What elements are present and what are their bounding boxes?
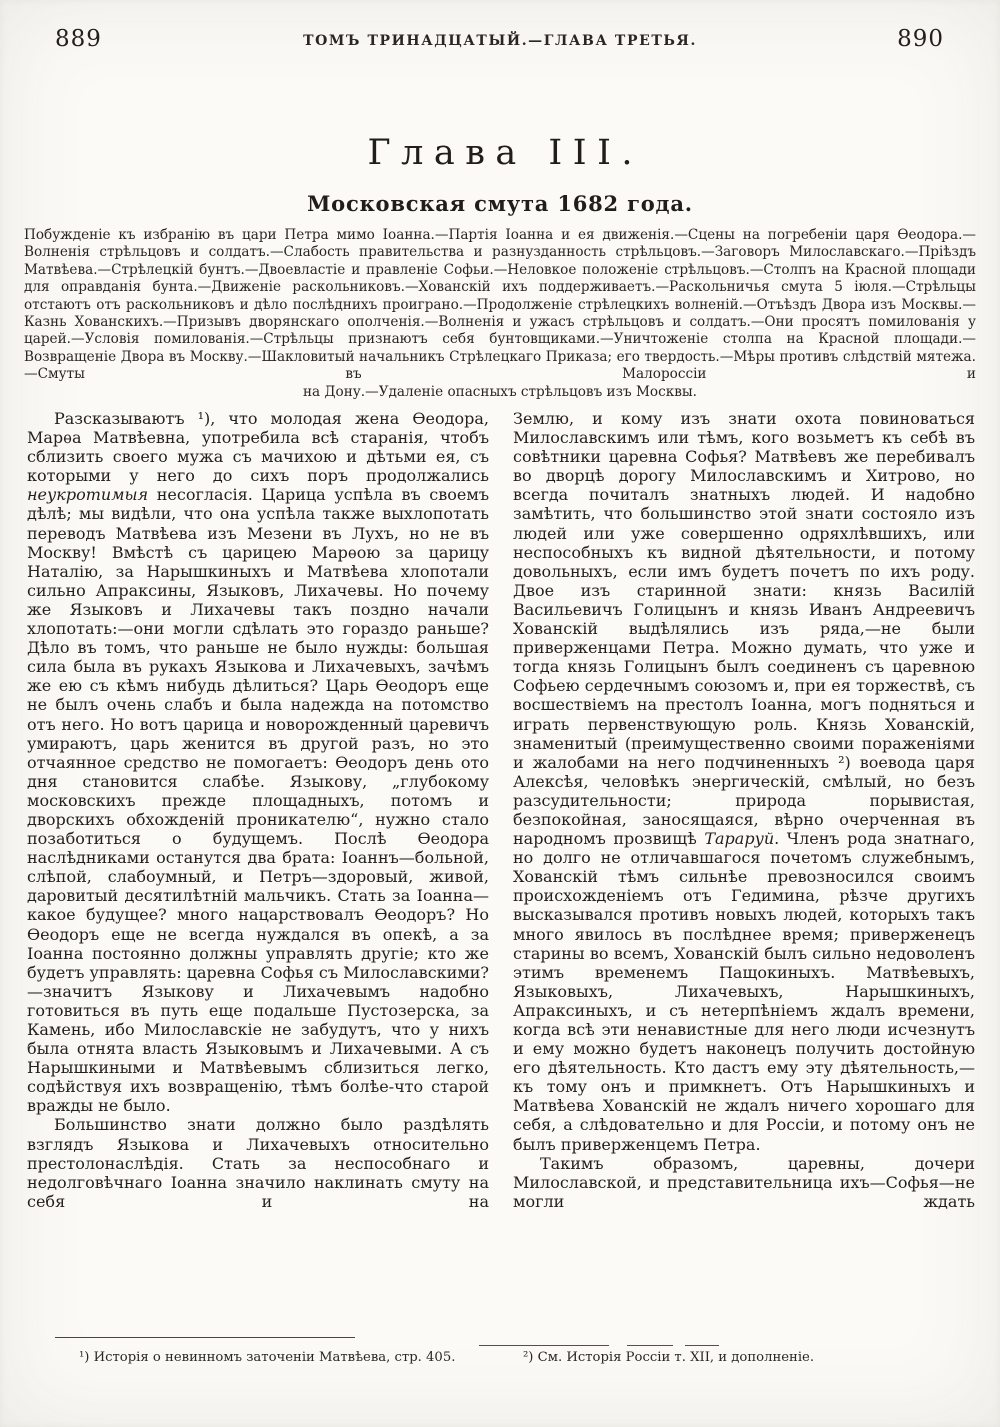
footnote-right: ²) См. Исторія Россіи т. XII, и дополненіе. bbox=[523, 1350, 815, 1365]
footnote-separator bbox=[685, 1345, 719, 1346]
page-header bbox=[0, 26, 1000, 60]
paragraph: Большинство знати должно было раздѣлять взглядъ Языкова и Лихачевыхъ относительно престолонаслѣдія. Стать за неспособнаго и недолговѣчнаго Іоанна значило наклинать смуту на себя и на bbox=[27, 1115, 489, 1211]
chapter-summary bbox=[24, 227, 976, 401]
paragraph: Такимъ образомъ, царевны, дочери Милославской, и представительница ихъ—Софья—не могли ждать bbox=[513, 1153, 975, 1211]
summary-last-line: на Дону.—Удаленіе опасныхъ стрѣльцовъ изъ Москвы. bbox=[303, 383, 697, 400]
footnote-separator bbox=[627, 1345, 673, 1346]
text-columns bbox=[27, 409, 975, 1333]
page-number-right: 890 bbox=[897, 26, 944, 52]
page-number-left: 889 bbox=[55, 26, 102, 52]
running-title: ТОМЪ ТРИНАДЦАТЫЙ.—ГЛАВА ТРЕТЬЯ. bbox=[303, 33, 697, 49]
footnote-separator bbox=[479, 1345, 609, 1346]
chapter-title: Глава III. bbox=[367, 133, 644, 173]
right-column bbox=[513, 409, 975, 1333]
paragraph: Землю, и кому изъ знати охота повиноваться Милославскимъ или тѣмъ, кого возьметъ къ себѣ въ совѣтники царевна Софья? Матвѣевъ же перебивалъ во дворцѣ дорогу Милославскимъ и Хитрово, но всегда почиталъ знатныхъ людей. И надобно замѣтить, что большинство этой знати состояло изъ людей или уже совершенно одряхлѣвшихъ, или неспособныхъ къ видной дѣятельности, и потому довольныхъ, если имъ будетъ почетъ по ихъ роду. Двое изъ старинной знати: князь Василій Васильевичъ Голицынъ и князь Иванъ Андреевичъ Хованскій выдѣлялись изъ ряда,—не были приверженцами Петра. Можно думать, что уже и тогда князь Голицынъ былъ соединенъ съ царевною Софьею сердечнымъ союзомъ и, при ея торжествѣ, съ восшествіемъ на престолъ Іоанна, могъ подняться и играть первенствующую роль. Князь Хованскій, знаменитый (преимущественно своими пораженіями и жалобами на него подчиненныхъ ²) воевода царя Алексѣя, человѣкъ энергическій, смѣлый, но безъ разсудительности; природа порывистая, безпокойная, заносящаяся, вѣрно очерченная въ народномъ прозвищѣ Тараруй. Членъ рода знатнаго, но долго не отличавшагося почетомъ служебнымъ, Хованскій тѣмъ сильнѣе превозносился своимъ происхожденіемъ отъ Гедимина, рѣзче другихъ высказывался противъ новыхъ людей, которыхъ такъ много явилось въ послѣднее время; приверженецъ старины во всемъ, Хованскій былъ сильно недоволенъ этимъ временемъ Пащокиныхъ. Матвѣевыхъ, Языковыхъ, Лихачевыхъ, Нарышкиныхъ, Апраксиныхъ, и съ нетерпѣніемъ ждалъ времени, когда всѣ эти ненавистные для него люди исчезнутъ и ему можно будетъ наконецъ получить достойную его дѣятельность. Кто дастъ ему эту дѣятельность,—къ тому онъ и примкнетъ. Отъ Нарышкиныхъ и Матвѣева Хованскій не ждалъ ничего хорошаго для себя, а слѣдовательно и для Россіи, и потому онъ не былъ приверженцемъ Петра. bbox=[513, 409, 975, 1154]
paragraph: Разсказываютъ ¹), что молодая жена Ѳеодора, Марѳа Матвѣевна, употребила всѣ старанія, чтобъ сблизить своего мужа съ мачихою и дѣтьми ея, съ которыми у него до сихъ поръ продолжались неукротимыя несогласія. Царица успѣла въ своемъ дѣлѣ; мы видѣли, что она успѣла также выхлопотать переводъ Матвѣева изъ Мезени въ Лухъ, но не въ Москву! Вмѣстѣ съ царицею Марѳою за царицу Наталію, за Нарышкиныхъ и Матвѣева хлопотали сильно Апраксины, Языковъ, Лихачевы. Но почему же Языковъ и Лихачевы такъ поздно начали хлопотать:—они могли сдѣлать это гораздо раньше? Дѣло въ томъ, что раньше не было нужды: большая сила была въ рукахъ Языкова и Лихачевыхъ, зачѣмъ же ею съ кѣмъ нибудь дѣлиться? Царь Ѳеодоръ еще не былъ очень слабъ и была надежда на потомство отъ него. Но вотъ царица и новорожденный царевичъ умираютъ, царь женится въ другой разъ, но это отчаянное средство не помогаетъ: Ѳеодоръ день ото дня становится слабѣе. Языкову, „глубокому московскихъ прежде площадныхъ, потомъ и дворскихъ обхожденій проникателю“, нужно стало позаботиться о будущемъ. Послѣ Ѳеодора наслѣдниками останутся два брата: Іоаннъ—больной, слѣпой, слабоумный, и Петръ—здоровый, живой, даровитый десятилѣтній мальчикъ. Стать за Іоанна—какое будущее? много нацарствовалъ Ѳеодоръ? Но Ѳеодоръ еще не всегда нуждался въ опекѣ, а за Іоанна постоянно должны управлять другіе; кто же будетъ управлять: царевна Софья съ Милославскими?—значитъ Языкову и Лихачевымъ надобно готовиться въ путь еще подальше Пустозерска, за Камень, ибо Милославскіе не забудутъ, что у нихъ была отнята власть Языковымъ и Лихачевыми. А съ Нарышкиными и Матвѣевымъ сблизиться легко, содѣйствуя ихъ возвращенію, тѣмъ болѣе-что старой вражды не было. bbox=[27, 409, 489, 1116]
footnote-left: ¹) Исторія о невинномъ заточеніи Матвѣева, стр. 405. bbox=[79, 1350, 456, 1365]
footnote-separator bbox=[55, 1337, 355, 1338]
chapter-subtitle: Московская смута 1682 года. bbox=[307, 191, 693, 216]
summary-body: Побужденіе къ избранію въ цари Петра мимо Іоанна.—Партія Іоанна и ея движенія.—Сцены на погребеніи царя Ѳеодора.—Волненія стрѣльцовъ и солдатъ.—Слабость правительства и разнузданность стрѣльцовъ.—Заговоръ Милославскаго.—Пріѣздъ Матвѣева.—Стрѣлецкій бунтъ.—Двоевластіе и правленіе Софьи.—Неловкое положеніе стрѣльцовъ.—Столпъ на Красной площади для оправданія бунта.—Движеніе раскольниковъ.—Хованскій ихъ поддерживаетъ.—Раскольничья смута 5 іюля.—Стрѣльцы отстаютъ отъ раскольниковъ и дѣло послѣднихъ проиграно.—Продолженіе стрѣлецкихъ волненій.—Отъѣздъ Двора изъ Москвы.—Казнь Хованскихъ.—Призывъ дворянскаго ополченія.—Волненія и ужасъ стрѣльцовъ и солдатъ.—Они просятъ помилованія у царей.—Условія помилованія.—Стрѣльцы признаютъ себя бунтовщиками.—Уничтоженіе столпа на Красной площади.—Возвращеніе Двора въ Москву.—Шакловитый начальникъ Стрѣлецкаго Приказа; его твердость.—Мѣры противъ слѣдствій мятежа.—Смуты въ Малороссіи и bbox=[24, 227, 976, 383]
footnote-area bbox=[27, 1334, 975, 1404]
left-column bbox=[27, 409, 489, 1333]
